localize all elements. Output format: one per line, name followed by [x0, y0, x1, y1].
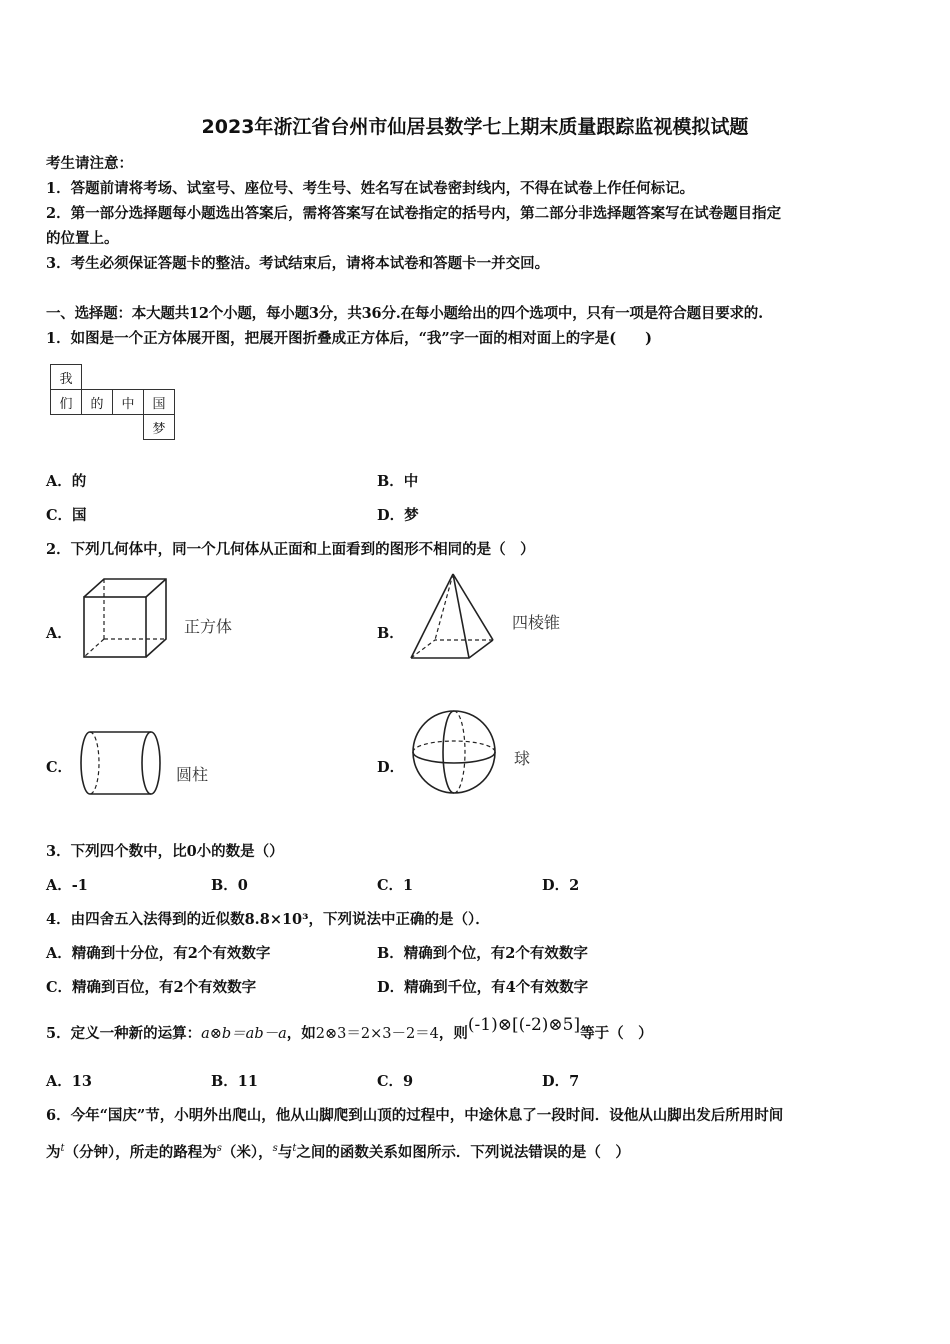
q1-option-d: D．梦: [377, 507, 419, 524]
net-cell: 中: [113, 390, 144, 415]
q5-option-c: C．9: [377, 1073, 414, 1090]
q2-stem: 2．下列几何体中，同一个几何体从正面和上面看到的图形不相同的是（ ）: [46, 541, 535, 558]
q2-option-a-name: 正方体: [184, 617, 233, 636]
q1-stem: 1．如图是一个正方体展开图，把展开图折叠成正方体后，“我”字一面的相对面上的字是( ): [46, 330, 652, 347]
sphere-figure: [408, 706, 500, 798]
net-cell-top: 我: [51, 365, 82, 390]
q5-option-b: B．11: [211, 1073, 258, 1090]
q2-option-c-name: 圆柱: [176, 765, 209, 784]
q1-option-b: B．中: [377, 473, 419, 490]
q2-option-a-letter: A．: [46, 625, 72, 642]
q5-then: ，则: [438, 1025, 468, 1042]
q3-stem: 3．下列四个数中，比0小的数是（）: [46, 843, 284, 860]
q2-option-c-letter: C．: [46, 759, 73, 776]
cube-figure: [80, 575, 170, 661]
notice-item-2: 2．第一部分选择题每小题选出答案后，需将答案写在试卷指定的括号内，第二部分非选择题答案写在试卷题目指定: [46, 205, 782, 222]
q6-line-1: 6．今年“国庆”节，小明外出爬山，他从山脚爬到山顶的过程中，中途休息了一段时间．设他从山脚出发后所用时间: [46, 1107, 784, 1124]
q4-option-d: D．精确到千位，有4个有效数字: [377, 979, 589, 996]
q6-var-s: s: [216, 1143, 222, 1154]
q3-option-b: B．0: [211, 877, 248, 894]
q6-var-t: t: [292, 1143, 297, 1154]
q6-var-s: s: [272, 1143, 278, 1154]
q5-stem: [46, 1015, 653, 1043]
q2-option-b-name: 四棱锥: [512, 613, 561, 632]
cube-net: [50, 364, 175, 440]
q5-expression: (-1)⊗[(-2)⊗5]: [467, 1015, 581, 1035]
notice-item-2-cont: 的位置上。: [46, 230, 119, 247]
q5-option-d: D．7: [542, 1073, 580, 1090]
net-cell: 们: [51, 390, 82, 415]
q3-option-d: D．2: [542, 877, 580, 894]
q5-suffix: 等于（ ）: [580, 1025, 653, 1042]
section-heading: 一、选择题：本大题共12个小题，每小题3分，共36分.在每小题给出的四个选项中，只有一项是符合题目要求的.: [46, 305, 763, 322]
q6-text: 与: [277, 1144, 293, 1161]
notice-heading: 考生请注意：: [46, 155, 133, 172]
q6-line-2: [46, 1141, 630, 1162]
q5-definition: a⊗b＝ab－a: [201, 1026, 287, 1042]
q1-option-c: C．国: [46, 507, 87, 524]
q4-option-b: B．精确到个位，有2个有效数字: [377, 945, 588, 962]
notice-item-3: 3．考生必须保证答题卡的整洁。考试结束后，请将本试卷和答题卡一并交回。: [46, 255, 550, 272]
q3-option-c: C．1: [377, 877, 414, 894]
page-title: 2023年浙江省台州市仙居县数学七上期末质量跟踪监视模拟试题: [201, 116, 749, 138]
net-cell: 的: [82, 390, 113, 415]
q5-mid: ，如: [286, 1025, 316, 1042]
q2-option-d-name: 球: [514, 749, 531, 768]
pyramid-figure: [405, 570, 500, 662]
q2-option-b-letter: B．: [377, 625, 404, 642]
q6-text: 为: [46, 1144, 61, 1161]
q1-option-a: A．的: [46, 473, 87, 490]
notice-item-1: 1．答题前请将考场、试室号、座位号、考生号、姓名写在试卷密封线内，不得在试卷上作任何标记。: [46, 180, 695, 197]
q5-option-a: A．13: [46, 1073, 92, 1090]
cylinder-figure: [78, 728, 168, 800]
q5-prefix: 5．定义一种新的运算：: [46, 1025, 202, 1042]
q4-stem: 4．由四舍五入法得到的近似数8.8×10³，下列说法中正确的是（）．: [46, 911, 490, 928]
q5-example: 2⊗3＝2×3－2＝4: [315, 1026, 439, 1042]
net-cell: 国: [144, 390, 175, 415]
q6-text: 之间的函数关系如图所示．下列说法错误的是（ ）: [296, 1144, 630, 1161]
q6-text: （分钟），所走的路程为: [64, 1144, 217, 1161]
q3-option-a: A．-1: [46, 877, 88, 894]
q2-option-d-letter: D．: [377, 759, 405, 776]
q6-var-t: t: [60, 1143, 65, 1154]
q6-text: （米），: [221, 1144, 273, 1161]
net-cell-bottom: 梦: [144, 415, 175, 440]
q4-option-a: A．精确到十分位，有2个有效数字: [46, 945, 271, 962]
q4-option-c: C．精确到百位，有2个有效数字: [46, 979, 257, 996]
